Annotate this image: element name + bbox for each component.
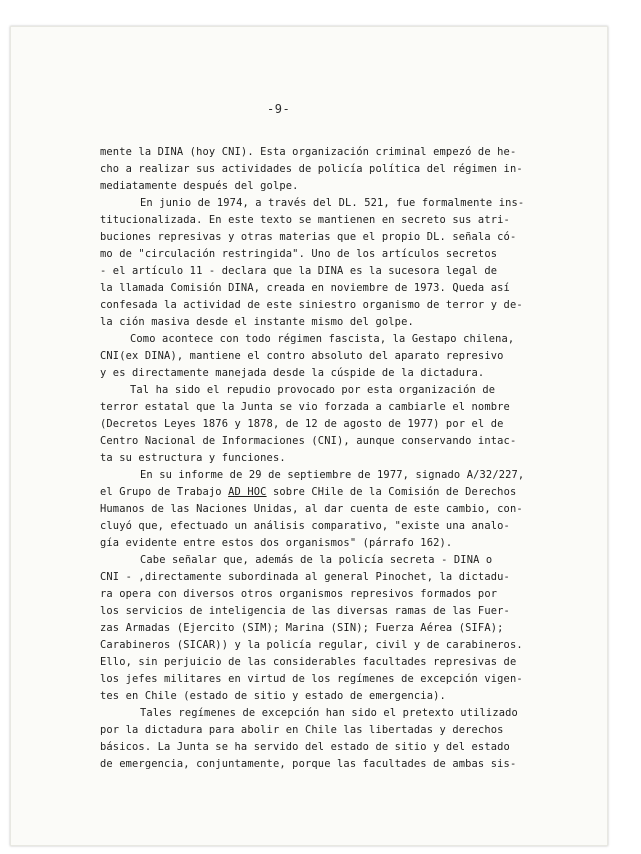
text-line: mediatamente después del golpe. [100,180,299,192]
text-line: cho a realizar sus actividades de policía política del régimen in- [100,163,523,175]
text-line: ta su estructura y funciones. [100,452,286,464]
text-line: mente la DINA (hoy CNI). Esta organización criminal empezó de he- [100,146,517,158]
text-line: Tal ha sido el repudio provocado por esta organización de [130,384,496,396]
text-line: cluyó que, efectuado un análisis comparativo, "existe una analo- [100,520,510,532]
text-line: titucionalizada. En este texto se mantienen en secreto sus atri- [100,214,510,226]
text-line: Carabineros (SICAR)) y la policía regular, civil y de carabineros. [100,639,523,651]
text-line: CNI - ,directamente subordinada al general Pinochet, la dictadu- [100,571,510,583]
text-line: de emergencia, conjuntamente, porque las facultades de ambas sis- [100,758,517,770]
text-line: Ello, sin perjuicio de las considerables facultades represivas de [100,656,517,668]
text-line: la llamada Comisión DINA, creada en noviembre de 1973. Queda así [100,282,510,294]
text-line: mo de "circulación restringida". Uno de los artículos secretos [100,248,498,260]
text-line: Centro Nacional de Informaciones (CNI), aunque conservando intac- [100,435,517,447]
text-line: gía evidente entre estos dos organismos" (párrafo 162). [100,537,453,549]
text-line: Tales regímenes de excepción han sido el pretexto utilizado [140,707,518,719]
text-line: (Decretos Leyes 1876 y 1878, de 12 de agosto de 1977) por el de [100,418,504,430]
text-line: En su informe de 29 de septiembre de 1977, signado A/32/227, [140,469,525,481]
text-line: Como acontece con todo régimen fascista, la Gestapo chilena, [130,333,515,345]
page-number: -9- [267,102,291,116]
text-line: por la dictadura para abolir en Chile las libertadas y derechos [100,724,504,736]
text-line: los jefes militares en virtud de los regímenes de excepción vigen- [100,673,523,685]
text-line: zas Armadas (Ejercito (SIM); Marina (SIN); Fuerza Aérea (SIFA); [100,622,504,634]
text-line: Humanos de las Naciones Unidas, al dar cuenta de este cambio, con- [100,503,523,515]
text-line: CNI(ex DINA), mantiene el contro absoluto del aparato represivo [100,350,504,362]
document-page [10,26,608,846]
text-line: Cabe señalar que, además de la policía secreta - DINA o [140,554,493,566]
text-line: - el artículo 11 - declara que la DINA es la sucesora legal de [100,265,498,277]
text-line: En junio de 1974, a través del DL. 521, fue formalmente ins- [140,197,525,209]
body-text [100,144,592,773]
text-line: los servicios de inteligencia de las diversas ramas de las Fuer- [100,605,510,617]
text-line: la ción masiva desde el instante mismo del golpe. [100,316,414,328]
text-line: y es directamente manejada desde la cúspide de la dictadura. [100,367,485,379]
text-line: tes en Chile (estado de sitio y estado de emergencia). [100,690,446,702]
text-line: ra opera con diversos otros organismos represivos formados por [100,588,498,600]
underlined-term: AD HOC [228,486,267,498]
text-line: terror estatal que la Junta se vio forzada a cambiarle el nombre [100,401,510,413]
text-line: el Grupo de Trabajo AD HOC sobre CHile de la Comisión de Derechos [100,486,517,498]
text-line: confesada la actividad de este siniestro organismo de terror y de- [100,299,523,311]
text-line: buciones represivas y otras materias que el propio DL. señala có- [100,231,517,243]
text-line: básicos. La Junta se ha servido del estado de sitio y del estado [100,741,510,753]
